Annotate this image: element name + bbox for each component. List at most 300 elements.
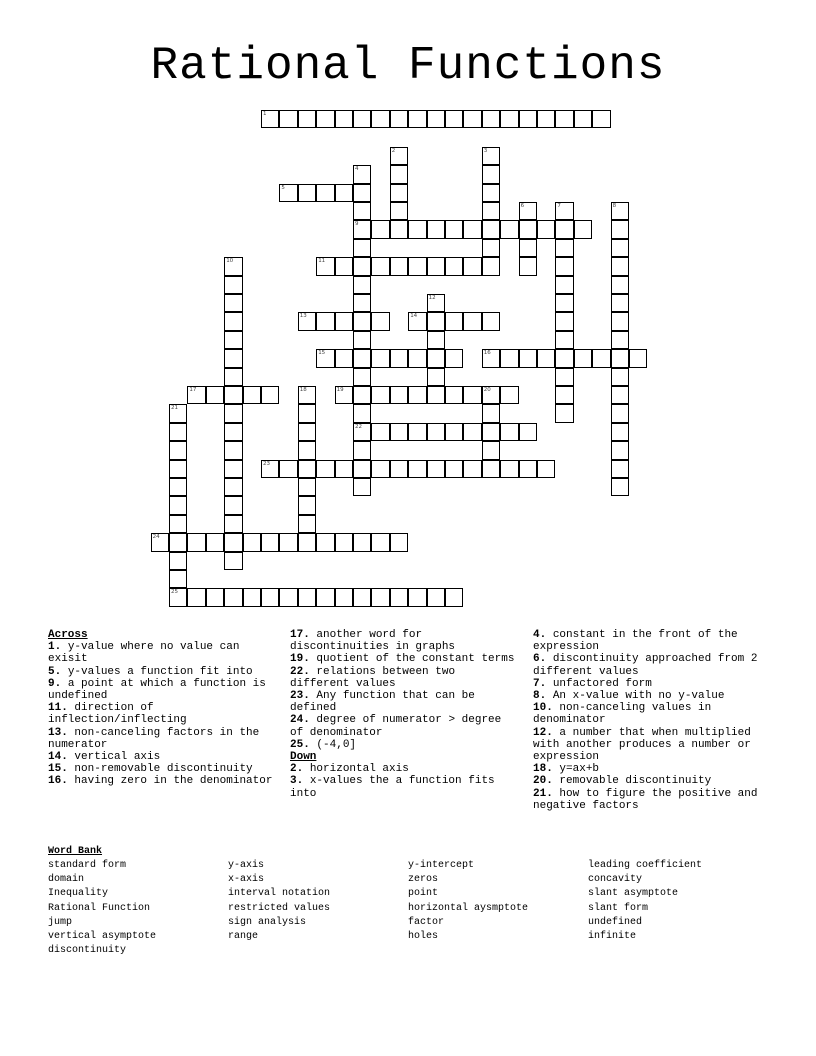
crossword-cell[interactable]: [482, 349, 500, 367]
crossword-cell[interactable]: [629, 349, 647, 367]
crossword-cell[interactable]: [574, 349, 592, 367]
crossword-cell[interactable]: [335, 110, 353, 128]
crossword-cell[interactable]: [371, 257, 389, 275]
crossword-cell[interactable]: [427, 588, 445, 606]
crossword-cell[interactable]: [390, 386, 408, 404]
crossword-cell[interactable]: [408, 460, 426, 478]
cell-number: 18: [299, 387, 307, 393]
crossword-cell[interactable]: [261, 110, 279, 128]
crossword-cell[interactable]: [427, 331, 445, 349]
word-bank-column: [588, 859, 768, 944]
crossword-cell[interactable]: [224, 386, 242, 404]
word-bank-word: holes: [408, 931, 439, 943]
crossword-cell[interactable]: [482, 220, 500, 238]
clue-number: 4.: [533, 629, 547, 641]
crossword-cell[interactable]: [224, 533, 242, 551]
crossword-cell[interactable]: [611, 312, 629, 330]
crossword-cell[interactable]: [390, 257, 408, 275]
crossword-cell[interactable]: [555, 312, 573, 330]
crossword-cell[interactable]: [555, 202, 573, 220]
crossword-cell[interactable]: [427, 257, 445, 275]
crossword-cell[interactable]: [390, 460, 408, 478]
cell-number: 10: [226, 258, 234, 265]
crossword-cell[interactable]: [298, 496, 316, 514]
crossword-cell[interactable]: [519, 110, 537, 128]
crossword-cell[interactable]: [335, 588, 353, 606]
crossword-cell[interactable]: [298, 184, 316, 202]
clue-number: 20.: [533, 775, 553, 788]
crossword-cell[interactable]: [445, 257, 463, 275]
word-bank-word: horizontal aysmptote: [408, 902, 529, 914]
crossword-cell[interactable]: [482, 423, 500, 441]
clue-number: 22.: [290, 665, 310, 678]
crossword-cell[interactable]: [371, 386, 389, 404]
crossword-cell[interactable]: [335, 257, 353, 275]
cell-number: 17: [189, 387, 197, 393]
down-clue: [533, 678, 768, 690]
crossword-cell[interactable]: [574, 110, 592, 128]
crossword-cell[interactable]: [224, 478, 242, 496]
across-clue: [48, 727, 273, 751]
clue-number: 10.: [533, 702, 553, 715]
crossword-cell[interactable]: [555, 276, 573, 294]
crossword-cell[interactable]: [298, 588, 316, 606]
crossword-cell[interactable]: [353, 478, 371, 496]
cell-number: 4: [355, 166, 359, 173]
crossword-cell[interactable]: [316, 349, 334, 367]
cell-number: 5: [281, 184, 285, 191]
crossword-cell[interactable]: [482, 239, 500, 257]
crossword-cell[interactable]: [537, 460, 555, 478]
crossword-cell[interactable]: [206, 588, 224, 606]
crossword-cell[interactable]: [482, 184, 500, 202]
crossword-cell[interactable]: [353, 386, 371, 404]
crossword-cell[interactable]: [353, 404, 371, 422]
crossword-cell[interactable]: [169, 441, 187, 459]
crossword-cell[interactable]: [353, 276, 371, 294]
cell-number: 1: [263, 111, 267, 117]
crossword-cell[interactable]: [555, 386, 573, 404]
crossword-cell[interactable]: [611, 460, 629, 478]
crossword-cell[interactable]: [298, 404, 316, 422]
clues-column-2: [290, 629, 515, 800]
crossword-cell[interactable]: [187, 588, 205, 606]
clue-text: y=ax+b: [559, 763, 600, 776]
crossword-cell[interactable]: [353, 312, 371, 330]
crossword-cell[interactable]: [445, 110, 463, 128]
crossword-cell[interactable]: [243, 588, 261, 606]
cell-number: 25: [171, 589, 178, 596]
crossword-cell[interactable]: [611, 331, 629, 349]
crossword-cell[interactable]: [537, 110, 555, 128]
crossword-cell[interactable]: [519, 257, 537, 275]
crossword-cell[interactable]: [500, 349, 518, 367]
across-clue: [48, 678, 273, 702]
crossword-cell[interactable]: [169, 460, 187, 478]
clue-text: non-canceling factors in the numerator: [48, 726, 260, 751]
crossword-cell[interactable]: [224, 588, 242, 606]
crossword-cell[interactable]: [427, 349, 445, 367]
word-bank-word: jump: [48, 916, 73, 928]
crossword-cell[interactable]: [353, 588, 371, 606]
crossword-cell[interactable]: [224, 331, 242, 349]
crossword-cell[interactable]: [482, 110, 500, 128]
clue-text: horizontal axis: [309, 763, 409, 776]
crossword-cell[interactable]: [206, 533, 224, 551]
crossword-cell[interactable]: [408, 423, 426, 441]
crossword-cell[interactable]: [279, 184, 297, 202]
crossword-cell[interactable]: [335, 312, 353, 330]
crossword-cell[interactable]: [574, 220, 592, 238]
clue-number: 15.: [48, 763, 68, 776]
crossword-cell[interactable]: [224, 276, 242, 294]
crossword-cell[interactable]: [390, 165, 408, 183]
crossword-cell[interactable]: [555, 294, 573, 312]
cell-number: 7: [557, 203, 561, 209]
crossword-cell[interactable]: [224, 257, 242, 275]
crossword-cell[interactable]: [390, 110, 408, 128]
crossword-cell[interactable]: [169, 552, 187, 570]
word-bank-word: y-axis: [228, 860, 265, 871]
crossword-cell[interactable]: [243, 386, 261, 404]
crossword-cell[interactable]: [463, 386, 481, 404]
crossword-cell[interactable]: [500, 423, 518, 441]
crossword-cell[interactable]: [408, 257, 426, 275]
crossword-cell[interactable]: [537, 349, 555, 367]
down-heading: Down: [290, 751, 317, 764]
crossword-cell[interactable]: [555, 220, 573, 238]
across-heading: Across: [48, 629, 88, 641]
crossword-cell[interactable]: [427, 460, 445, 478]
crossword-cell[interactable]: [353, 257, 371, 275]
crossword-cell[interactable]: [279, 110, 297, 128]
word-bank-word: restricted values: [228, 902, 331, 914]
crossword-cell[interactable]: [224, 294, 242, 312]
word-bank-word: vertical asymptote: [48, 931, 157, 943]
crossword-cell[interactable]: [463, 220, 481, 238]
crossword-cell[interactable]: [169, 570, 187, 588]
crossword-cell[interactable]: [206, 386, 224, 404]
crossword-cell[interactable]: [463, 312, 481, 330]
crossword-cell[interactable]: [482, 147, 500, 165]
crossword-cell[interactable]: [316, 533, 334, 551]
crossword-cell[interactable]: [335, 184, 353, 202]
crossword-cell[interactable]: [611, 478, 629, 496]
cell-number: 6: [520, 203, 525, 209]
crossword-cell[interactable]: [611, 368, 629, 386]
crossword-cell[interactable]: [371, 220, 389, 238]
clue-number: 6.: [533, 653, 547, 666]
down-clue: [533, 788, 768, 812]
cell-number: 12: [428, 295, 436, 301]
cell-number: 8: [612, 203, 617, 209]
clue-text: relations between two different values: [290, 665, 456, 690]
crossword-cell[interactable]: [445, 349, 463, 367]
crossword-cell[interactable]: [482, 202, 500, 220]
crossword-cell[interactable]: [482, 386, 500, 404]
crossword-cell[interactable]: [445, 220, 463, 238]
word-bank: [48, 845, 703, 957]
clue-number: 11.: [48, 702, 68, 715]
down-clue: [533, 653, 768, 677]
crossword-cell[interactable]: [519, 220, 537, 238]
crossword-cell[interactable]: [390, 147, 408, 165]
crossword-cell[interactable]: [482, 257, 500, 275]
crossword-cell[interactable]: [408, 110, 426, 128]
down-clue: [533, 690, 768, 702]
crossword-cell[interactable]: [408, 349, 426, 367]
crossword-cell[interactable]: [353, 349, 371, 367]
crossword-cell[interactable]: [445, 588, 463, 606]
page-title: Rational Functions: [150, 40, 666, 92]
crossword-cell[interactable]: [224, 404, 242, 422]
crossword-cell[interactable]: [482, 404, 500, 422]
word-bank-word: discontinuity: [48, 945, 127, 957]
crossword-cell[interactable]: [371, 349, 389, 367]
crossword-cell[interactable]: [298, 110, 316, 128]
crossword-cell[interactable]: [482, 312, 500, 330]
crossword-cell[interactable]: [298, 312, 316, 330]
clue-text: Any function that can be defined: [290, 690, 475, 715]
crossword-cell[interactable]: [353, 294, 371, 312]
clue-text: degree of numerator > degree of denominator: [290, 714, 502, 739]
clue-text: removable discontinuity: [559, 775, 712, 788]
crossword-cell[interactable]: [390, 220, 408, 238]
crossword-cell[interactable]: [611, 441, 629, 459]
crossword-cell[interactable]: [353, 220, 371, 238]
crossword-cell[interactable]: [169, 423, 187, 441]
word-bank-word: interval notation: [228, 888, 331, 900]
crossword-cell[interactable]: [555, 331, 573, 349]
clue-text: (-4,0]: [316, 738, 357, 751]
crossword-cell[interactable]: [298, 478, 316, 496]
crossword-cell[interactable]: [224, 441, 242, 459]
crossword-cell[interactable]: [445, 460, 463, 478]
crossword-cell[interactable]: [243, 533, 261, 551]
crossword-cell[interactable]: [335, 460, 353, 478]
crossword-cell[interactable]: [463, 460, 481, 478]
clue-number: 3.: [290, 775, 304, 788]
crossword-cell[interactable]: [408, 220, 426, 238]
crossword-cell[interactable]: [261, 533, 279, 551]
crossword-cell[interactable]: [316, 460, 334, 478]
across-clue: [290, 666, 515, 690]
crossword-cell[interactable]: [169, 404, 187, 422]
crossword-cell[interactable]: [555, 368, 573, 386]
clue-text: An x-value with no y-value: [552, 690, 725, 703]
crossword-cell[interactable]: [463, 423, 481, 441]
crossword-cell[interactable]: [261, 588, 279, 606]
clue-text: discontinuity approached from 2 different values: [533, 653, 758, 678]
crossword-cell[interactable]: [427, 423, 445, 441]
clue-text: how to figure the positive and negative factors: [533, 787, 758, 812]
clue-text: unfactored form: [552, 677, 652, 690]
crossword-cell[interactable]: [611, 202, 629, 220]
crossword-cell[interactable]: [390, 423, 408, 441]
crossword-cell[interactable]: [445, 312, 463, 330]
crossword-cell[interactable]: [519, 349, 537, 367]
word-bank-word: Rational Function: [48, 902, 151, 914]
crossword-cell[interactable]: [353, 533, 371, 551]
crossword-cell[interactable]: [316, 257, 334, 275]
crossword-cell[interactable]: [335, 349, 353, 367]
crossword-cell[interactable]: [371, 312, 389, 330]
word-bank-word: concavity: [588, 874, 643, 886]
crossword-cell[interactable]: [224, 496, 242, 514]
crossword-cell[interactable]: [611, 257, 629, 275]
crossword-cell[interactable]: [519, 239, 537, 257]
crossword-cell[interactable]: [298, 460, 316, 478]
across-clue: [48, 763, 273, 775]
crossword-cell[interactable]: [482, 165, 500, 183]
crossword-cell[interactable]: [611, 423, 629, 441]
crossword-cell[interactable]: [555, 349, 573, 367]
crossword-cell[interactable]: [151, 533, 169, 551]
crossword-cell[interactable]: [298, 441, 316, 459]
crossword-cell[interactable]: [371, 533, 389, 551]
crossword-cell[interactable]: [500, 220, 518, 238]
crossword-cell[interactable]: [390, 349, 408, 367]
clue-number: 13.: [48, 726, 68, 739]
crossword-cell[interactable]: [445, 386, 463, 404]
crossword-cell[interactable]: [555, 257, 573, 275]
word-bank-word: slant asymptote: [588, 888, 679, 900]
crossword-cell[interactable]: [353, 184, 371, 202]
across-clue: [290, 714, 515, 738]
crossword-cell[interactable]: [187, 533, 205, 551]
crossword-cell[interactable]: [500, 110, 518, 128]
across-clue: [290, 739, 515, 751]
crossword-cell[interactable]: [187, 386, 205, 404]
crossword-cell[interactable]: [353, 165, 371, 183]
crossword-cell[interactable]: [611, 276, 629, 294]
crossword-cell[interactable]: [611, 220, 629, 238]
crossword-cell[interactable]: [279, 588, 297, 606]
down-clue: [533, 763, 768, 775]
crossword-cell[interactable]: [427, 110, 445, 128]
crossword-cell[interactable]: [224, 349, 242, 367]
crossword-cell[interactable]: [353, 110, 371, 128]
word-bank-column: [48, 859, 228, 958]
crossword-cell[interactable]: [169, 533, 187, 551]
crossword-cell[interactable]: [353, 460, 371, 478]
clue-text: a number that when multiplied with another produces a number or expression: [533, 726, 751, 764]
crossword-cell[interactable]: [353, 331, 371, 349]
crossword-cell[interactable]: [519, 202, 537, 220]
crossword-cell[interactable]: [611, 239, 629, 257]
crossword-cell[interactable]: [224, 312, 242, 330]
crossword-cell[interactable]: [353, 239, 371, 257]
crossword-cell[interactable]: [335, 533, 353, 551]
cell-number: 20: [483, 387, 491, 393]
crossword-cell[interactable]: [279, 460, 297, 478]
cell-number: 9: [355, 221, 359, 228]
crossword-cell[interactable]: [298, 423, 316, 441]
crossword-cell[interactable]: [316, 312, 334, 330]
crossword-cell[interactable]: [482, 460, 500, 478]
crossword-cell[interactable]: [463, 257, 481, 275]
crossword-cell[interactable]: [261, 386, 279, 404]
crossword-cell[interactable]: [463, 110, 481, 128]
crossword-cell[interactable]: [353, 441, 371, 459]
crossword-cell[interactable]: [224, 515, 242, 533]
crossword-cell[interactable]: [298, 386, 316, 404]
crossword-cell[interactable]: [555, 110, 573, 128]
crossword-cell[interactable]: [169, 588, 187, 606]
crossword-cell[interactable]: [169, 496, 187, 514]
crossword-cell[interactable]: [316, 184, 334, 202]
crossword-cell[interactable]: [408, 312, 426, 330]
crossword-cell[interactable]: [611, 294, 629, 312]
word-bank-word: undefined: [588, 916, 643, 928]
crossword-cell[interactable]: [408, 588, 426, 606]
crossword-cell[interactable]: [390, 533, 408, 551]
crossword-cell[interactable]: [427, 386, 445, 404]
crossword-cell[interactable]: [611, 349, 629, 367]
crossword-cell[interactable]: [390, 588, 408, 606]
crossword-cell[interactable]: [224, 423, 242, 441]
word-bank-word: sign analysis: [228, 916, 307, 928]
crossword-cell[interactable]: [500, 460, 518, 478]
crossword-cell[interactable]: [519, 460, 537, 478]
crossword-cell[interactable]: [427, 312, 445, 330]
clue-number: 17.: [290, 629, 310, 641]
crossword-cell[interactable]: [279, 533, 297, 551]
clue-number: 25.: [290, 738, 310, 751]
crossword-cell[interactable]: [611, 386, 629, 404]
crossword-cell[interactable]: [298, 515, 316, 533]
crossword-cell[interactable]: [224, 460, 242, 478]
clue-text: y-values a function fit into: [67, 665, 253, 678]
crossword-cell[interactable]: [390, 202, 408, 220]
crossword-cell[interactable]: [427, 368, 445, 386]
crossword-cell[interactable]: [298, 533, 316, 551]
clue-text: vertical axis: [74, 751, 161, 764]
crossword-cell[interactable]: [371, 423, 389, 441]
crossword-cell[interactable]: [445, 423, 463, 441]
crossword-cell[interactable]: [224, 368, 242, 386]
crossword-cell[interactable]: [427, 294, 445, 312]
crossword-cell[interactable]: [169, 478, 187, 496]
crossword-cell[interactable]: [611, 404, 629, 422]
crossword-cell[interactable]: [408, 386, 426, 404]
crossword-cell[interactable]: [592, 110, 610, 128]
crossword-cell[interactable]: [537, 220, 555, 238]
cell-number: 21: [171, 405, 178, 412]
crossword-cell[interactable]: [390, 184, 408, 202]
crossword-cell[interactable]: [353, 202, 371, 220]
crossword-cell[interactable]: [519, 423, 537, 441]
clue-number: 24.: [290, 714, 310, 727]
crossword-cell[interactable]: [371, 460, 389, 478]
crossword-cell[interactable]: [500, 386, 518, 404]
crossword-cell[interactable]: [482, 441, 500, 459]
crossword-cell[interactable]: [261, 460, 279, 478]
crossword-cell[interactable]: [592, 349, 610, 367]
crossword-cell[interactable]: [224, 552, 242, 570]
crossword-cell[interactable]: [427, 220, 445, 238]
crossword-cell[interactable]: [316, 588, 334, 606]
crossword-cell[interactable]: [555, 404, 573, 422]
crossword-cell[interactable]: [555, 239, 573, 257]
crossword-cell[interactable]: [169, 515, 187, 533]
crossword-cell[interactable]: [353, 423, 371, 441]
crossword-cell[interactable]: [371, 588, 389, 606]
crossword-cell[interactable]: [371, 110, 389, 128]
crossword-cell[interactable]: [335, 386, 353, 404]
crossword-cell[interactable]: [353, 368, 371, 386]
crossword-cell[interactable]: [316, 110, 334, 128]
